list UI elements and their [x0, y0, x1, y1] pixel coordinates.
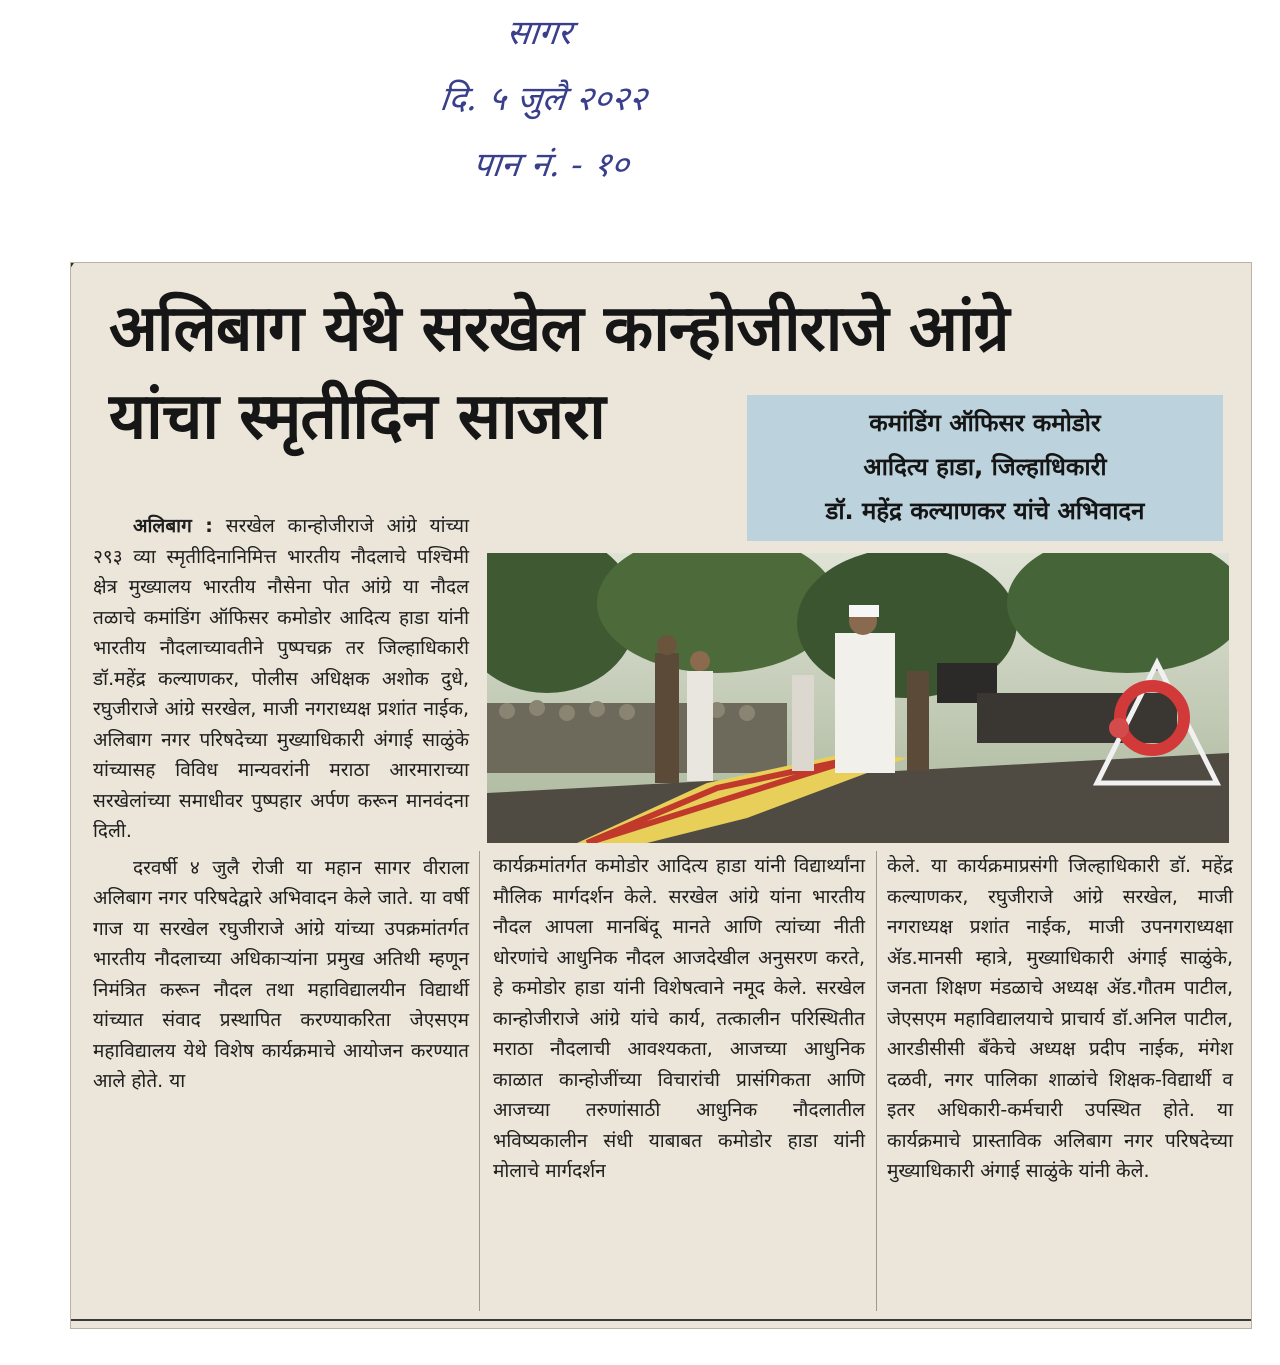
- paragraph-1-text: सरखेल कान्होजीराजे आंग्रे यांच्या २९३ व्या स्मृतीदिनानिमित्त भारतीय नौदलाचे पश्चिमी क्षेत्र मुख्यालय भारतीय नौसेना पोत आंग्रे या नौदल तळाचे कमांडिंग ऑफिसर कमोडोर आदित्य हाडा यांनी भारतीय नौदलाच्यावतीने पुष्पचक्र तर जिल्हाधिकारी डॉ.महेंद्र कल्याणकर, पोलीस अधिक्षक अशोक दुधे, रघुजीराजे आंग्रे सरखेल, माजी नगराध्यक्ष प्रशांत नाईक, अलिबाग नगर परिषदेच्या मुख्याधिकारी अंगाई साळुंके यांच्यासह विविध मान्यवरांनी मराठा आरमाराच्या सरखेलांच्या समाधीवर पुष्पहार अर्पण करून मानवंदना दिली.: [93, 515, 470, 842]
- subheadline-line-2: आदित्य हाडा, जिल्हाधिकारी: [863, 453, 1107, 481]
- dateline: अलिबाग :: [133, 515, 213, 537]
- handwritten-page: पान नं. - १०: [470, 145, 632, 185]
- article-paragraph-4: केले. या कार्यक्रमाप्रसंगी जिल्हाधिकारी डॉ. महेंद्र कल्याणकर, रघुजीराजे आंग्रे सरखेल, माजी नगराध्यक्ष प्रशांत नाईक, माजी उपनगराध्यक्षा ॲड.मानसी म्हात्रे, मुख्याधिकारी अंगाई साळुंके, जनता शिक्षण मंडळाचे अध्यक्ष ॲड.गौतम पाटील, जेएसएम महाविद्यालयाचे प्राचार्य डॉ.अनिल पाटील, आरडीसीसी बँकेचे अध्यक्ष प्रदीप नाईक, मंगेश दळवी, नगर पालिका शाळांचे शिक्षक-विद्यार्थी व इतर अधिकारी-कर्मचारी उपस्थित होते. या कार्यक्रमाचे प्रास्ताविक अलिबाग नगर परिषदेच्या मुख्याधिकारी अंगाई साळुंके यांनी केले.: [887, 855, 1233, 1182]
- handwritten-note: [430, 0, 658, 198]
- subheadline-box: [747, 395, 1223, 541]
- column-divider: [479, 851, 480, 1311]
- article-column-2: [493, 851, 865, 1187]
- headline-line-1: अलिबाग येथे सरखेल कान्होजीराजे आंग्रे: [109, 292, 1009, 366]
- newspaper-clipping: [70, 262, 1252, 1329]
- headline-line-2: यांचा स्मृतीदिन साजरा: [109, 380, 605, 454]
- article-paragraph-1: [93, 511, 469, 847]
- article-column-3: [887, 851, 1233, 1187]
- photo-illustration: [487, 553, 1229, 843]
- column-divider: [876, 851, 877, 1311]
- subheadline-line-3: डॉ. महेंद्र कल्याणकर यांचे अभिवादन: [825, 497, 1145, 525]
- news-photo: [487, 553, 1229, 843]
- article-paragraph-3: कार्यक्रमांतर्गत कमोडोर आदित्य हाडा यांनी विद्यार्थ्यांना मौलिक मार्गदर्शन केले. सरखेल आंग्रे यांना भारतीय नौदल आपला मानबिंदू मानते आणि त्यांच्या नीती धोरणांचे आधुनिक नौदल आजदेखील अनुसरण करते, हे कमोडोर हाडा यांनी विशेषत्वाने नमूद केले. सरखेल कान्होजीराजे आंग्रे यांचे कार्य, तत्कालीन परिस्थितीत मराठा नौदलाची आवश्यकता, आजच्या आधुनिक काळात कान्होजींच्या विचारांची प्रासंगिकता आणि आजच्या तरुणांसाठी आधुनिक नौदलातील भविष्यकालीन संधी याबाबत कमोडोर हाडा यांनी मोलाचे मार्गदर्शन: [493, 855, 865, 1182]
- article-column-1: [93, 511, 469, 1097]
- bottom-rule: [71, 1319, 1251, 1321]
- article-paragraph-2: दरवर्षी ४ जुलै रोजी या महान सागर वीराला अलिबाग नगर परिषदेद्वारे अभिवादन केले जाते. या वर्षी गाज या सरखेल रघुजीराजे आंग्रे यांच्या उपक्रमांतर्गत भारतीय नौदलाच्या अधिकाऱ्यांना प्रमुख अतिथी म्हणून निमंत्रित करून नौदल तथा महाविद्यालयीन विद्यार्थी यांच्यात संवाद प्रस्थापित करण्याकरिता जेएसएम महाविद्यालय येथे विशेष कार्यक्रमाचे आयोजन करण्यात आले होते. या: [93, 856, 469, 1092]
- handwritten-publication: सागर: [504, 13, 574, 53]
- subheadline-line-1: कमांडिंग ऑफिसर कमोडोर: [869, 409, 1101, 437]
- handwritten-date: दि. ५ जुलै २०२२: [437, 79, 649, 119]
